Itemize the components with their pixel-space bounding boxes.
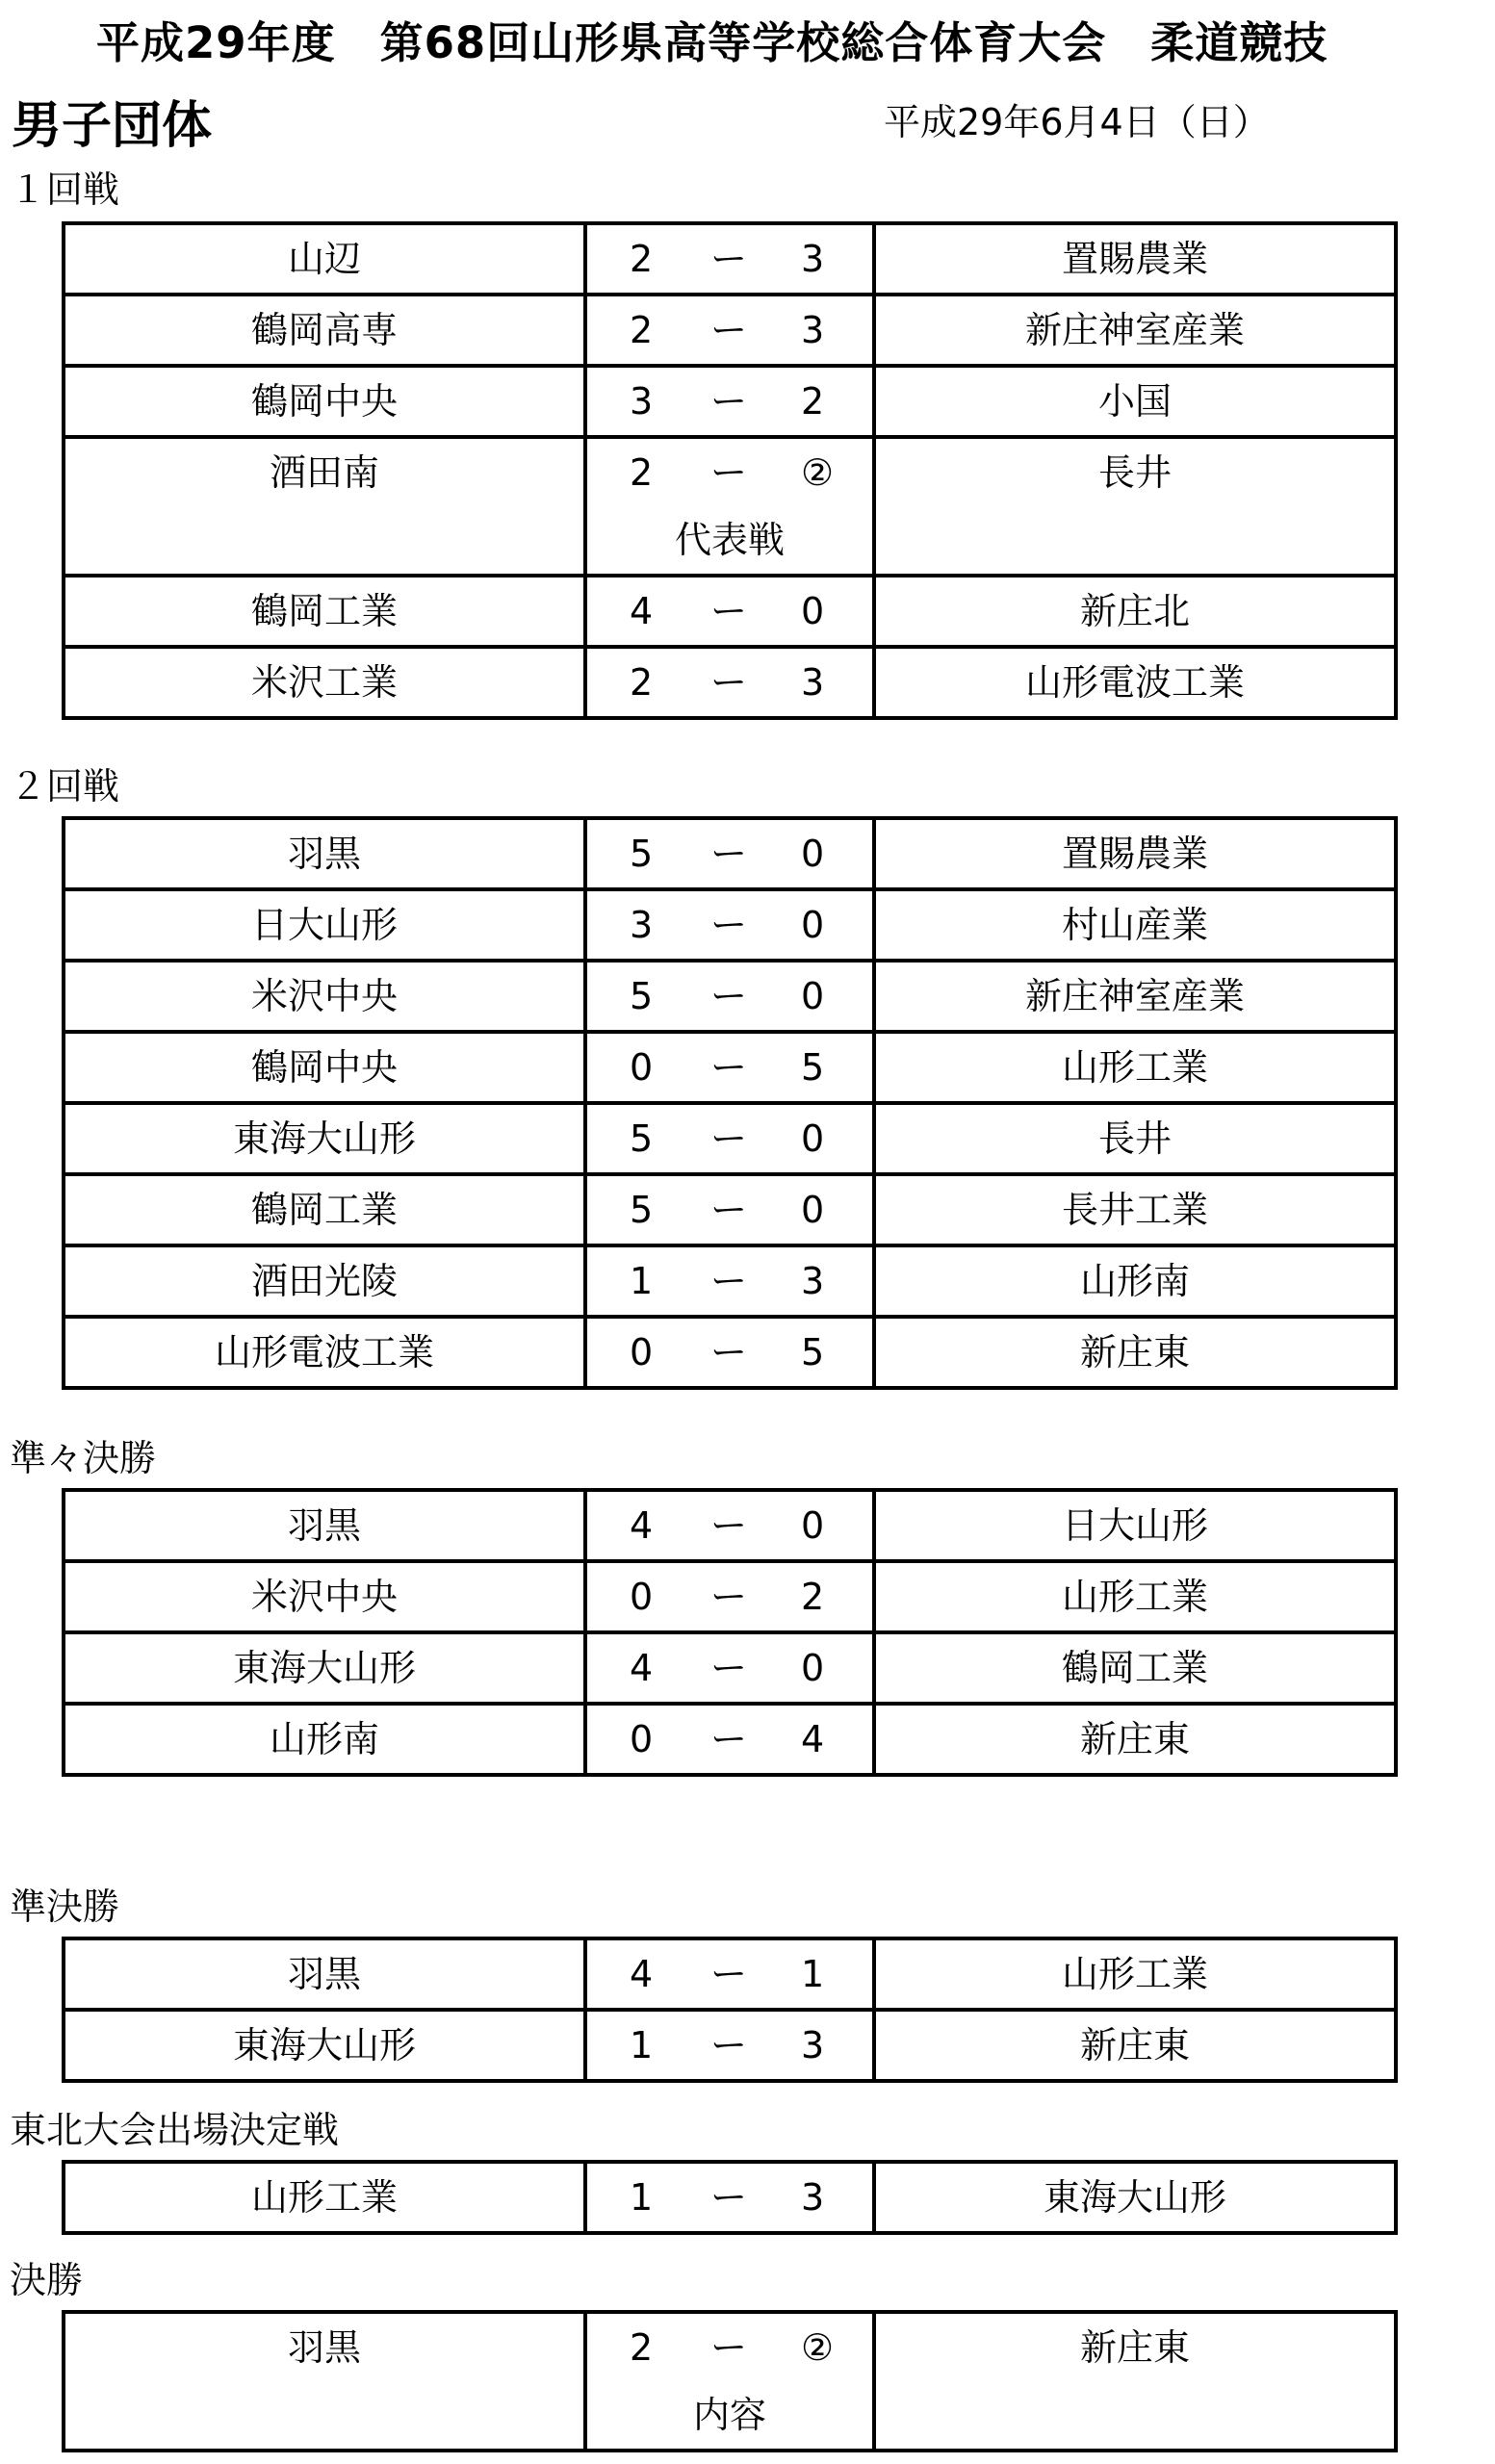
score-dash: ー [710,1260,748,1302]
team-b: 新庄東 [874,2010,1396,2081]
team-a: 鶴岡中央 [64,1032,585,1103]
match-row [64,2010,1396,2081]
score-a: 3 [630,380,654,423]
team-b: 長井 [874,437,1396,576]
match-score [585,223,874,295]
round-results-table [62,2160,1398,2235]
team-a: 米沢中央 [64,1561,585,1632]
score-a: 4 [630,1647,654,1689]
team-a: 羽黒 [64,1490,585,1561]
match-score [585,437,874,576]
team-a: 米沢中央 [64,961,585,1032]
team-b: 山形工業 [874,1938,1396,2010]
match-score [585,576,874,647]
match-row [64,437,1396,576]
team-b: 置賜農業 [874,223,1396,295]
round-label: 準決勝 [10,1886,120,1928]
team-b: 新庄東 [874,1704,1396,1775]
match-row [64,1632,1396,1704]
team-a: 羽黒 [64,818,585,889]
match-row [64,1317,1396,1388]
match-score [585,1632,874,1704]
team-a: 鶴岡工業 [64,1174,585,1245]
match-score [585,2010,874,2081]
round-label: 東北大会出場決定戦 [10,2109,340,2151]
match-row [64,576,1396,647]
team-b: 山形工業 [874,1561,1396,1632]
score-a: 2 [630,451,654,494]
score-dash: ー [710,833,748,875]
team-b: 村山産業 [874,889,1396,961]
match-score [585,1938,874,2010]
page-subtitle: 男子団体 [12,97,213,155]
score-dash: ー [710,1046,748,1089]
round-results-table [62,2310,1398,2452]
score-b: 3 [801,1260,825,1302]
score-a: 2 [630,238,654,280]
score-b: 3 [801,238,825,280]
score-dash: ー [710,1331,748,1373]
round-results-table [62,1488,1398,1777]
match-row [64,818,1396,889]
match-score [585,1103,874,1174]
score-a: 0 [630,1046,654,1089]
score-b: 2 [801,380,825,423]
score-a: 5 [630,975,654,1017]
match-score [585,1174,874,1245]
score-a: 4 [630,590,654,632]
score-a: 2 [630,2326,654,2369]
match-row [64,1938,1396,2010]
team-a: 鶴岡中央 [64,366,585,437]
match-row [64,889,1396,961]
score-b: 3 [801,2176,825,2219]
team-a: 山形南 [64,1704,585,1775]
score-dash: ー [710,309,748,351]
round-label: １回戦 [10,168,120,211]
match-score [585,961,874,1032]
team-a: 羽黒 [64,2312,585,2451]
team-a: 山辺 [64,223,585,295]
match-row [64,1174,1396,1245]
score-a: 4 [630,1953,654,1995]
team-b: 東海大山形 [874,2162,1396,2233]
match-score [585,1032,874,1103]
round-label: ２回戦 [10,765,120,808]
score-dash: ー [710,1953,748,1995]
team-b: 置賜農業 [874,818,1396,889]
match-score [585,1490,874,1561]
round-label: 決勝 [10,2259,84,2301]
score-b: 5 [801,1046,825,1089]
score-a: 2 [630,661,654,704]
score-b: 3 [801,661,825,704]
match-score [585,889,874,961]
score-b: 0 [801,1504,825,1547]
score-dash: ー [710,1117,748,1160]
team-b: 長井工業 [874,1174,1396,1245]
match-row [64,1704,1396,1775]
page-title: 平成29年度 第68回山形県高等学校総合体育大会 柔道競技 [96,17,1328,68]
team-a: 東海大山形 [64,2010,585,2081]
team-b: 新庄神室産業 [874,961,1396,1032]
score-dash: ー [710,238,748,280]
score-b: 0 [801,1117,825,1160]
score-a: 1 [630,1260,654,1302]
score-a: 0 [630,1576,654,1618]
score-a: 2 [630,309,654,351]
team-a: 鶴岡工業 [64,576,585,647]
score-b: 4 [801,1718,825,1760]
team-b: 日大山形 [874,1490,1396,1561]
team-b: 新庄神室産業 [874,295,1396,366]
score-a: 5 [630,833,654,875]
match-row [64,1103,1396,1174]
match-row [64,647,1396,718]
match-row [64,1245,1396,1317]
match-row [64,2162,1396,2233]
team-b: 長井 [874,1103,1396,1174]
score-dash: ー [710,1647,748,1689]
team-a: 鶴岡高専 [64,295,585,366]
score-a: 0 [630,1331,654,1373]
match-note: 内容 [692,2394,766,2436]
team-b: 新庄東 [874,1317,1396,1388]
score-a: 0 [630,1718,654,1760]
match-score [585,1317,874,1388]
match-row [64,1561,1396,1632]
round-results-table [62,816,1398,1390]
team-a: 東海大山形 [64,1632,585,1704]
score-b: 0 [801,975,825,1017]
team-b: 小国 [874,366,1396,437]
team-a: 米沢工業 [64,647,585,718]
event-date: 平成29年6月4日（日） [884,101,1270,143]
score-b: 2 [801,1576,825,1618]
score-b: 0 [801,590,825,632]
team-a: 山形工業 [64,2162,585,2233]
match-row [64,1032,1396,1103]
score-b: 0 [801,1189,825,1231]
score-b: 0 [801,833,825,875]
round-results-table [62,221,1398,720]
score-a: 5 [630,1117,654,1160]
match-score [585,2162,874,2233]
match-score [585,295,874,366]
team-a: 酒田光陵 [64,1245,585,1317]
match-score [585,647,874,718]
team-b: 山形南 [874,1245,1396,1317]
team-b: 山形工業 [874,1032,1396,1103]
score-a: 5 [630,1189,654,1231]
score-b: 1 [801,1953,825,1995]
match-score [585,1245,874,1317]
team-a: 酒田南 [64,437,585,576]
score-dash: ー [710,590,748,632]
score-b: 0 [801,904,825,946]
team-b: 山形電波工業 [874,647,1396,718]
score-a: 4 [630,1504,654,1547]
match-row [64,961,1396,1032]
match-score [585,1704,874,1775]
team-a: 日大山形 [64,889,585,961]
score-dash: ー [710,2024,748,2066]
score-dash: ー [710,1576,748,1618]
match-row [64,223,1396,295]
score-a: 3 [630,904,654,946]
score-dash: ー [710,451,748,494]
team-a: 東海大山形 [64,1103,585,1174]
team-b: 新庄東 [874,2312,1396,2451]
team-a: 羽黒 [64,1938,585,2010]
team-a: 山形電波工業 [64,1317,585,1388]
score-dash: ー [710,1504,748,1547]
match-score [585,818,874,889]
team-b: 鶴岡工業 [874,1632,1396,1704]
score-b: ② [801,2326,835,2369]
score-b: ② [801,451,835,494]
score-a: 1 [630,2176,654,2219]
match-score [585,2312,874,2451]
round-label: 準々決勝 [10,1437,157,1479]
match-score [585,1561,874,1632]
round-results-table [62,1937,1398,2083]
team-b: 新庄北 [874,576,1396,647]
score-b: 0 [801,1647,825,1689]
score-dash: ー [710,1189,748,1231]
score-dash: ー [710,661,748,704]
score-dash: ー [710,2326,748,2369]
match-note: 代表戦 [674,519,785,561]
match-row [64,366,1396,437]
score-b: 5 [801,1331,825,1373]
match-row [64,2312,1396,2451]
score-dash: ー [710,904,748,946]
score-b: 3 [801,2024,825,2066]
match-row [64,1490,1396,1561]
match-row [64,295,1396,366]
score-dash: ー [710,2176,748,2219]
score-dash: ー [710,1718,748,1760]
score-b: 3 [801,309,825,351]
score-dash: ー [710,975,748,1017]
score-a: 1 [630,2024,654,2066]
score-dash: ー [710,380,748,423]
match-score [585,366,874,437]
